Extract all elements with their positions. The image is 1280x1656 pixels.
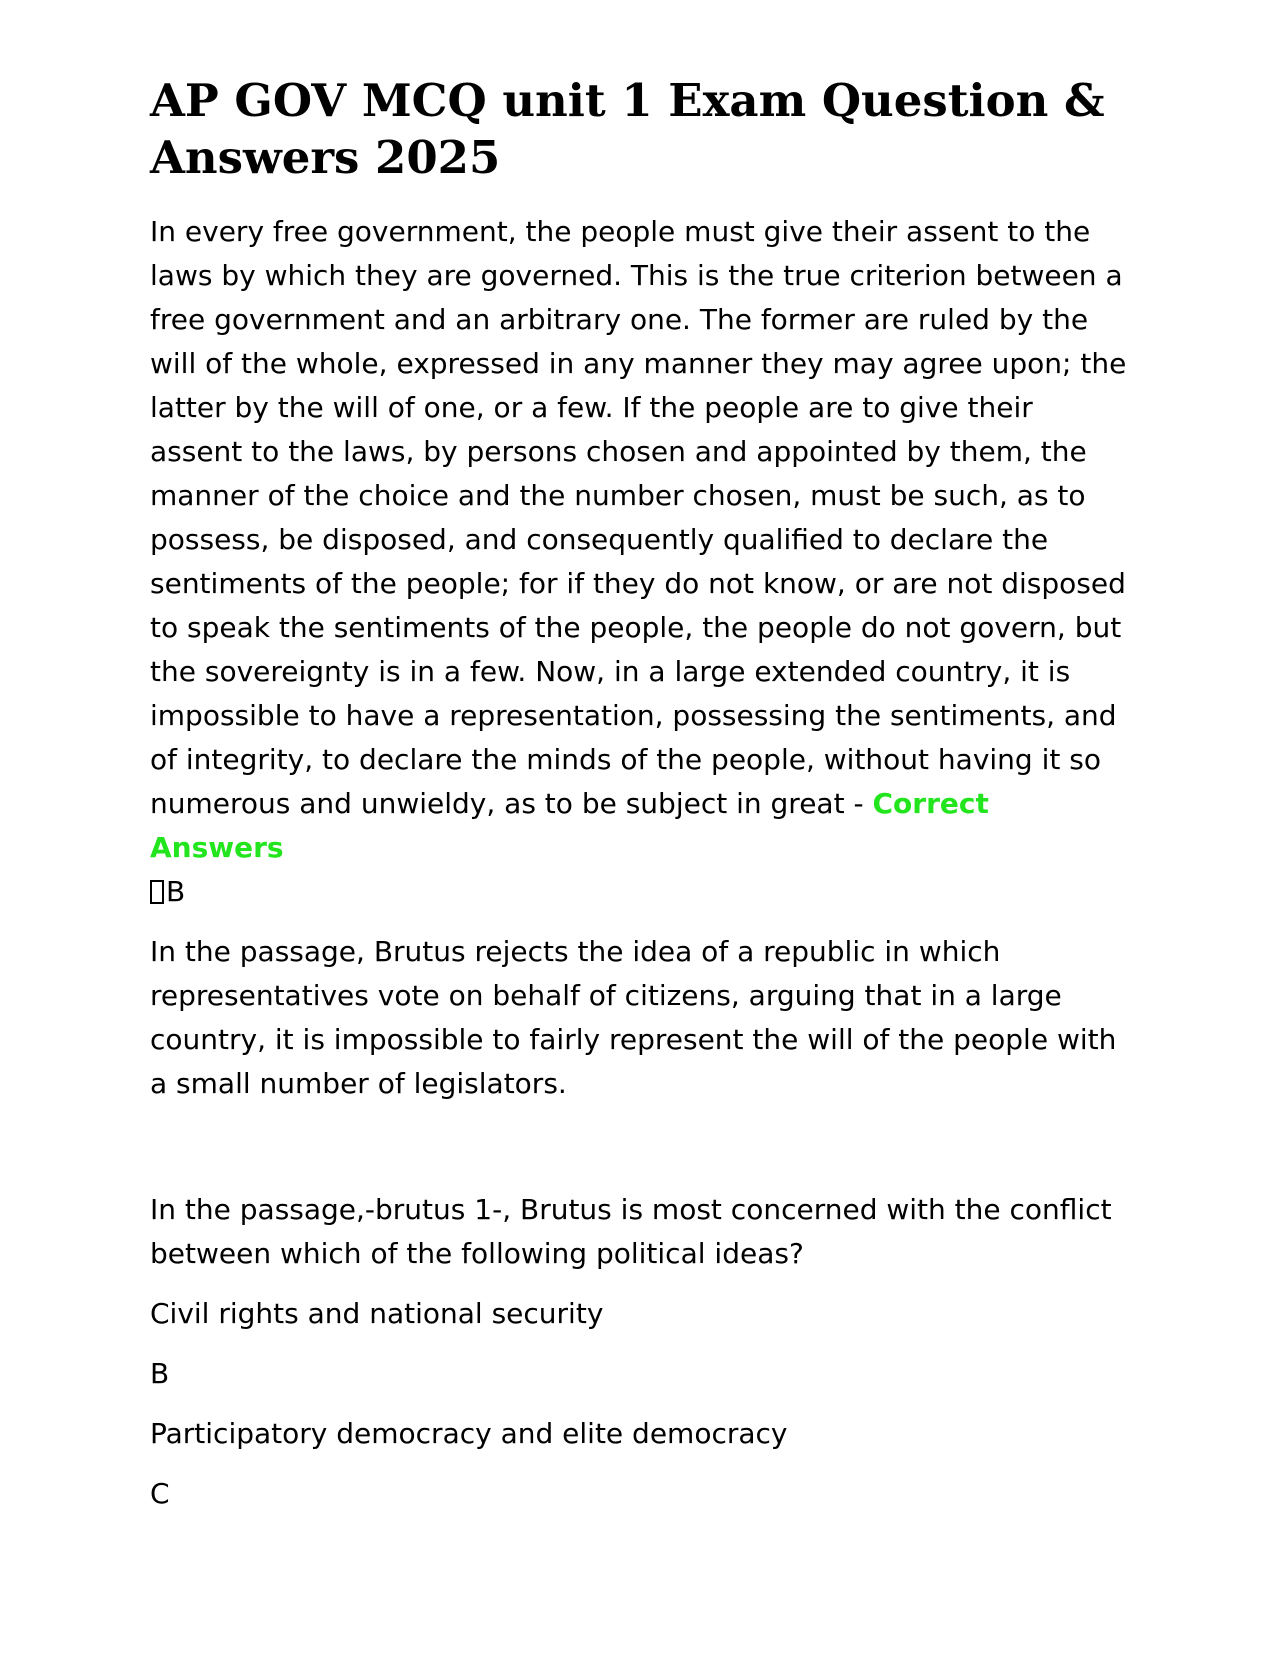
passage-text: In every free government, the people must give their assent to the laws by which they are governed. This is the true criterion between a free government and an arbitrary one. The former are ruled by the will of the whole, expressed in any manner they may agree upon; the latter by the will of one, or a few. If the people are to give their assent to the laws, by persons chosen and appointed by them, the manner of the choice and the number chosen, must be such, as to possess, be disposed, and consequently qualified to declare the sentiments of the people; for if they do not know, or are not disposed to speak the sentiments of the people, the people do not govern, but the sovereignty is in a few. Now, in a large extended country, it is impossible to have a representation, possessing the sentiments, and of integrity, to declare the minds of the people, without having it so numerous and unwieldy, as to be subject in great -	[150, 215, 1127, 820]
explanation-paragraph: In the passage, Brutus rejects the idea of a republic in which representatives vote on behalf of citizens, arguing that in a large country, it is impossible to fairly represent the will of the people with a small number of legislators.	[150, 935, 1117, 1100]
correct-answer-letter: B	[166, 875, 186, 908]
passage-paragraph	[150, 210, 1130, 914]
correct-answers-label: Correct Answers	[150, 787, 989, 864]
option-letter: C	[150, 1477, 170, 1510]
document-title: AP GOV MCQ unit 1 Exam Question & Answers 2025	[150, 74, 1105, 184]
document-page	[150, 72, 1130, 1516]
option-item: Civil rights and national security	[150, 1297, 604, 1330]
option-item: Participatory democracy and elite democracy	[150, 1417, 788, 1450]
missing-glyph-icon	[150, 880, 164, 904]
question-text: In the passage,-brutus 1-, Brutus is most concerned with the conflict between which of the following political ideas?	[150, 1193, 1112, 1270]
option-letter: B	[150, 1357, 170, 1390]
